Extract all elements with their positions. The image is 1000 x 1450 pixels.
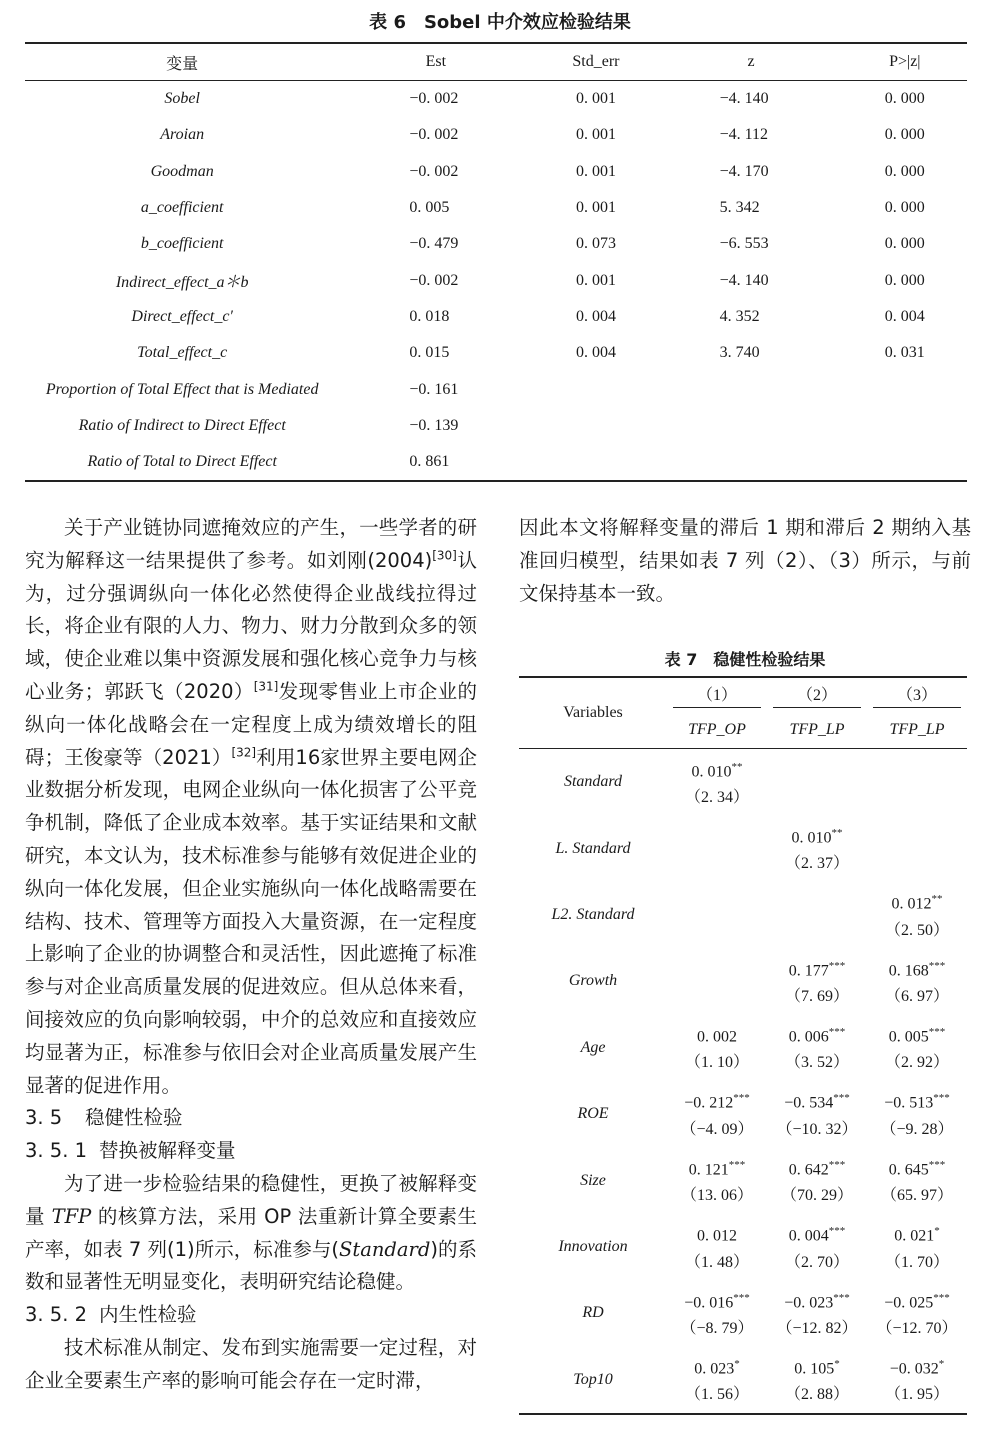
table6-z: −6. 553 <box>719 235 769 253</box>
significance-stars: * <box>734 1358 740 1371</box>
table7-cell <box>767 1347 867 1414</box>
table6-var: Aroian <box>160 126 205 144</box>
table-row <box>519 948 967 1014</box>
table7-cell <box>767 1147 867 1213</box>
t-statistic: （2. 88） <box>784 1386 849 1404</box>
table6-p: 0. 000 <box>884 271 925 289</box>
table-row <box>25 444 967 481</box>
table6-header-z: z <box>660 43 843 81</box>
section-title: 稳健性检验 <box>85 1106 183 1130</box>
coefficient <box>767 953 867 984</box>
table7-cell <box>667 1147 767 1213</box>
table6-z: −4. 140 <box>719 271 769 289</box>
table-row <box>519 1347 967 1414</box>
table7-cell <box>667 1015 767 1081</box>
col-number: （2） <box>773 682 861 708</box>
coefficient-value: 0. 010 <box>791 829 832 847</box>
table6-std: 0. 001 <box>575 126 616 144</box>
table-row <box>25 154 967 190</box>
table7-cell <box>767 815 867 881</box>
section-heading-3-5-2 <box>25 1299 477 1332</box>
significance-stars: *** <box>933 1291 950 1304</box>
t-statistic: （2. 70） <box>784 1253 849 1271</box>
paragraph-text: 认为，过分强调纵向一体化必然使得企业战线拉得过长，将企业有限的人力、物力、财力分散到众多的领域，使企业难以集中资源发展和强化核心竞争力与核心业务；郭跃飞（2020） <box>25 548 477 703</box>
table7-cell <box>867 1347 967 1414</box>
right-column <box>519 512 971 610</box>
t-statistic: （3. 52） <box>784 1054 849 1072</box>
coefficient-value: 0. 021 <box>894 1227 935 1245</box>
col-number: （1） <box>673 682 761 708</box>
table6-var: Sobel <box>164 90 200 108</box>
table6-p: 0. 031 <box>884 344 925 362</box>
t-statistic: （7. 69） <box>784 988 849 1006</box>
table6-std: 0. 001 <box>575 199 616 217</box>
significance-stars: *** <box>828 1225 846 1238</box>
coefficient <box>767 1152 867 1183</box>
significance-stars: * <box>938 1358 945 1371</box>
table6-var: Total_effect_c <box>137 344 228 362</box>
coefficient <box>767 1019 867 1050</box>
table7-cell <box>867 1214 967 1280</box>
table6-p <box>843 371 967 407</box>
table7-cell <box>867 882 967 948</box>
table6-est: 0. 015 <box>409 344 450 362</box>
coefficient-value: −0. 513 <box>884 1094 934 1112</box>
table7-header-row <box>519 677 967 712</box>
table7-col-num <box>867 677 967 712</box>
coefficient <box>867 1085 967 1116</box>
t-statistic: （13. 06） <box>680 1187 753 1205</box>
table6-z: −4. 112 <box>719 126 769 144</box>
table6-est: −0. 479 <box>409 235 459 253</box>
table7-cell <box>667 948 767 1014</box>
col-number: （3） <box>873 682 961 708</box>
table-row <box>25 371 967 407</box>
table7-cell <box>767 1280 867 1346</box>
table7-col-name: TFP_OP <box>667 712 767 749</box>
table7-header-variables: Variables <box>519 677 667 749</box>
table7-cell <box>867 1081 967 1147</box>
table7-cell <box>867 1015 967 1081</box>
significance-stars: ** <box>731 760 743 773</box>
coefficient <box>767 1085 867 1116</box>
paragraph-endogeneity: 技术标准从制定、发布到实施需要一定过程，对企业全要素生产率的影响可能会存在一定时滞， <box>25 1335 477 1392</box>
paragraph-lag: 因此本文将解释变量的滞后 1 期和滞后 2 期纳入基准回归模型，结果如表 7 列（2）、（3）所示，与前文保持基本一致。 <box>519 516 971 605</box>
paragraph-text: )的系数和显著性无明显变化，表明研究结论稳健。 <box>25 1237 477 1294</box>
table6-est: 0. 861 <box>339 444 532 481</box>
t-statistic: （1. 70） <box>884 1253 949 1271</box>
coefficient-value: 0. 002 <box>697 1028 737 1046</box>
table-row <box>519 1081 967 1147</box>
left-column <box>25 512 477 1398</box>
table6-std: 0. 073 <box>575 235 616 253</box>
table6-var: Ratio of Total to Direct Effect <box>25 444 339 481</box>
t-statistic: （1. 10） <box>684 1054 749 1072</box>
table6 <box>25 42 967 482</box>
table6-z <box>660 408 843 444</box>
table6-p: 0. 000 <box>884 162 925 180</box>
table7-cell <box>667 1081 767 1147</box>
significance-stars: ** <box>831 826 843 839</box>
table-row <box>25 299 967 335</box>
coefficient <box>867 1218 967 1249</box>
table6-var: b_coefficient <box>140 235 224 253</box>
table7-cell <box>867 948 967 1014</box>
table-row <box>25 226 967 262</box>
table6-var: Goodman <box>150 162 214 180</box>
table6-p <box>843 444 967 481</box>
section-number: 3. 5. 2 <box>25 1303 88 1327</box>
table7-cell <box>867 815 967 881</box>
t-statistic: （−4. 09） <box>680 1120 754 1138</box>
coefficient-value: −0. 025 <box>884 1293 934 1311</box>
t-statistic: （6. 97） <box>884 988 949 1006</box>
significance-stars: *** <box>828 959 846 972</box>
coefficient-value: 0. 012 <box>891 895 932 913</box>
t-statistic: （2. 50） <box>884 921 949 939</box>
citation: [31] <box>253 679 279 694</box>
coefficient <box>867 953 967 984</box>
coefficient <box>667 754 767 785</box>
table6-var: Ratio of Indirect to Direct Effect <box>78 416 286 434</box>
table6-header-row <box>25 43 967 81</box>
coefficient <box>767 820 867 851</box>
table-row <box>519 815 967 881</box>
table7-row-name: L. Standard <box>555 839 631 857</box>
coefficient <box>867 1019 967 1050</box>
paragraph-text: 利用16家世界主要电网企业数据分析发现，电网企业纵向一体化损害了公平竞争机制，降低了企业成本效率。基于实证结果和文献研究，本文认为，技术标准参与能够有效促进企业的纵向一体化发展，但企业实施纵向一体化战略需要在结构、技术、管理等方面投入大量资源，在一定程度上影响了企业的协调整合和灵活性，因此遮掩了标准参与对企业高质量发展的促进效应。但从总体来看，间接效应的负向影响较弱，中介的总效应和直接效应均显著为正，标准参与依旧会对企业高质量发展产生显著的促进作用。 <box>25 745 477 1097</box>
t-statistic: （70. 29） <box>780 1187 853 1205</box>
coefficient <box>667 1285 767 1316</box>
table6-header-std-err: Std_err <box>532 43 659 81</box>
table6-header-variable: 变量 <box>25 43 339 81</box>
coefficient <box>667 1351 767 1382</box>
table6-z: −4. 140 <box>719 90 769 108</box>
coefficient-value: 0. 177 <box>788 962 829 980</box>
table7-cell <box>767 882 867 948</box>
paragraph-text: 的核算方法，采用 OP 法重新计算全要素生产率，如表 7 列(1)所示，标准参与( <box>25 1204 477 1261</box>
table7-cell <box>667 1347 767 1414</box>
table7-cell <box>767 948 867 1014</box>
table6-est: −0. 139 <box>409 416 459 434</box>
table7-col-name: TFP_LP <box>767 712 867 749</box>
table7-cell <box>867 749 967 816</box>
t-statistic: （−12. 70） <box>876 1319 958 1337</box>
table6-std: 0. 001 <box>575 271 616 289</box>
t-statistic: （2. 92） <box>884 1054 949 1072</box>
table6-z <box>660 371 843 407</box>
section-heading-3-5 <box>25 1102 477 1135</box>
section-title: 替换被解释变量 <box>99 1139 236 1163</box>
significance-stars: * <box>834 1358 840 1371</box>
table6-var: Indirect_effect_a＊b <box>115 274 249 292</box>
coefficient-value: −0. 023 <box>784 1293 834 1311</box>
coefficient-value: −0. 032 <box>889 1360 939 1378</box>
t-statistic: （1. 56） <box>684 1386 749 1404</box>
table6-p: 0. 004 <box>884 307 925 325</box>
table6-std <box>532 408 659 444</box>
table6-z: 3. 740 <box>719 344 760 362</box>
table6-est: −0. 161 <box>409 380 459 398</box>
significance-stars: *** <box>828 1026 846 1039</box>
t-statistic: （−9. 28） <box>880 1120 954 1138</box>
table-row <box>25 117 967 153</box>
table7-cell <box>667 1214 767 1280</box>
table-row <box>25 190 967 226</box>
table7-col-name: TFP_LP <box>867 712 967 749</box>
table-row <box>25 408 967 444</box>
table6-std: 0. 001 <box>575 90 616 108</box>
coefficient <box>667 1218 767 1249</box>
coefficient-value: 0. 168 <box>888 962 929 980</box>
table7-cell <box>667 882 767 948</box>
table6-z: 4. 352 <box>719 307 760 325</box>
significance-stars: *** <box>733 1291 750 1304</box>
table7-cell <box>767 1081 867 1147</box>
table-row <box>25 335 967 371</box>
table7-cell <box>667 749 767 816</box>
section-number: 3. 5. 1 <box>25 1139 88 1163</box>
coefficient <box>767 1285 867 1316</box>
table6-std <box>532 444 659 481</box>
table6-caption: 表 6 Sobel 中介效应检验结果 <box>369 12 631 33</box>
paragraph-text: 关于产业链协同遮掩效应的产生，一些学者的研究为解释这一结果提供了参考。如刘刚(2004) <box>25 516 477 572</box>
table7-cell <box>867 1280 967 1346</box>
table6-std <box>532 371 659 407</box>
coefficient-value: 0. 012 <box>697 1227 737 1245</box>
table7 <box>519 676 967 1415</box>
table6-p: 0. 000 <box>884 126 925 144</box>
paragraph-term: Standard <box>339 1237 431 1261</box>
table6-var: Proportion of Total Effect that is Mediated <box>45 380 319 398</box>
table6-p: 0. 000 <box>884 199 925 217</box>
coefficient <box>767 1218 867 1249</box>
table6-est: 0. 018 <box>409 307 450 325</box>
table7-body <box>519 749 967 1414</box>
paragraph-text: 为了进一步检验结果的稳健性，更换了被解释变量 <box>25 1171 477 1228</box>
table6-est: −0. 002 <box>409 162 459 180</box>
table6-z: 5. 342 <box>719 199 760 217</box>
paragraph-robustness <box>25 1168 477 1299</box>
table6-std: 0. 001 <box>575 162 616 180</box>
t-statistic: （2. 34） <box>684 788 749 806</box>
coefficient <box>667 1019 767 1050</box>
table7-row-name: Top10 <box>519 1347 667 1414</box>
table6-header-p: P>|z| <box>843 43 967 81</box>
table7-row-name: Size <box>580 1171 606 1189</box>
coefficient-value: 0. 006 <box>788 1028 829 1046</box>
t-statistic: （1. 48） <box>684 1253 749 1271</box>
coefficient-value: 0. 642 <box>788 1161 829 1179</box>
significance-stars: * <box>934 1225 940 1238</box>
table-row <box>519 882 967 948</box>
t-statistic: （−10. 32） <box>776 1120 858 1138</box>
paragraph-text: 发现零售业上市企业的纵向一体化战略会在一定程度上成为绩效增长的阻碍；王俊豪等（2021） <box>25 679 477 769</box>
table7-row-name: RD <box>582 1304 604 1322</box>
coefficient-value: 0. 005 <box>888 1028 929 1046</box>
table6-est: −0. 002 <box>409 90 459 108</box>
coefficient-value: −0. 016 <box>684 1293 734 1311</box>
significance-stars: *** <box>828 1158 846 1171</box>
table6-var: a_coefficient <box>140 199 224 217</box>
table7-col-num <box>767 677 867 712</box>
table7-row-name: ROE <box>577 1105 609 1123</box>
paragraph-term: TFP <box>51 1204 92 1228</box>
significance-stars: *** <box>728 1158 746 1171</box>
t-statistic: （−12. 82） <box>776 1319 858 1337</box>
table7-cell <box>867 1147 967 1213</box>
section-title: 内生性检验 <box>99 1303 197 1327</box>
coefficient-value: 0. 105 <box>794 1360 835 1378</box>
coefficient <box>667 1152 767 1183</box>
table6-p: 0. 000 <box>884 90 925 108</box>
coefficient <box>867 1285 967 1316</box>
t-statistic: （2. 37） <box>784 855 849 873</box>
table6-var: Direct_effect_c′ <box>131 307 233 325</box>
table7-caption: 表 7 稳健性检验结果 <box>664 650 826 669</box>
paragraph-masking-effect <box>25 512 477 1102</box>
section-heading-3-5-1 <box>25 1135 477 1168</box>
coefficient-value: 0. 023 <box>694 1360 735 1378</box>
significance-stars: *** <box>928 1026 946 1039</box>
coefficient-value: 0. 004 <box>788 1227 829 1245</box>
significance-stars: *** <box>733 1092 750 1105</box>
table6-z <box>660 444 843 481</box>
table-row <box>25 81 967 118</box>
citation: [30] <box>432 548 457 563</box>
coefficient-value: −0. 212 <box>684 1094 734 1112</box>
table-row <box>519 1015 967 1081</box>
table6-est: 0. 005 <box>409 199 450 217</box>
table7-row-name: L2. Standard <box>551 905 635 923</box>
table6-z: −4. 170 <box>719 162 769 180</box>
table6-p <box>843 408 967 444</box>
table-row <box>25 262 967 298</box>
t-statistic: （65. 97） <box>880 1187 953 1205</box>
coefficient-value: −0. 534 <box>784 1094 834 1112</box>
table-row <box>519 1214 967 1280</box>
table7-row-name: Age <box>580 1038 606 1056</box>
coefficient <box>867 886 967 917</box>
table7-col-num <box>667 677 767 712</box>
table7-cell <box>767 749 867 816</box>
significance-stars: *** <box>933 1092 950 1105</box>
section-number: 3. 5 <box>25 1106 63 1130</box>
coefficient <box>867 1152 967 1183</box>
table7-cell <box>767 1214 867 1280</box>
table-row <box>519 1147 967 1213</box>
t-statistic: （−8. 79） <box>680 1319 754 1337</box>
significance-stars: ** <box>931 893 943 906</box>
table6-std: 0. 004 <box>575 307 616 325</box>
citation: [32] <box>231 745 257 760</box>
table6-std: 0. 004 <box>575 344 616 362</box>
significance-stars: *** <box>833 1291 850 1304</box>
coefficient-value: 0. 121 <box>688 1161 729 1179</box>
table7-row-name: Innovation <box>558 1237 628 1255</box>
table7-row-name: Growth <box>568 972 618 990</box>
table7-cell <box>767 1015 867 1081</box>
table7-cell <box>667 815 767 881</box>
significance-stars: *** <box>928 959 946 972</box>
coefficient <box>767 1351 867 1382</box>
coefficient-value: 0. 010 <box>691 762 732 780</box>
coefficient <box>667 1085 767 1116</box>
significance-stars: *** <box>928 1158 946 1171</box>
table6-est: −0. 002 <box>409 271 459 289</box>
significance-stars: *** <box>833 1092 850 1105</box>
table6-header-est: Est <box>339 43 532 81</box>
coefficient <box>867 1351 967 1382</box>
table6-est: −0. 002 <box>409 126 459 144</box>
table-row <box>519 749 967 816</box>
table7-row-name: Standard <box>563 773 623 791</box>
table6-p: 0. 000 <box>884 235 925 253</box>
t-statistic: （1. 95） <box>884 1386 949 1404</box>
table-row <box>519 1280 967 1346</box>
coefficient-value: 0. 645 <box>888 1161 929 1179</box>
table7-cell <box>667 1280 767 1346</box>
